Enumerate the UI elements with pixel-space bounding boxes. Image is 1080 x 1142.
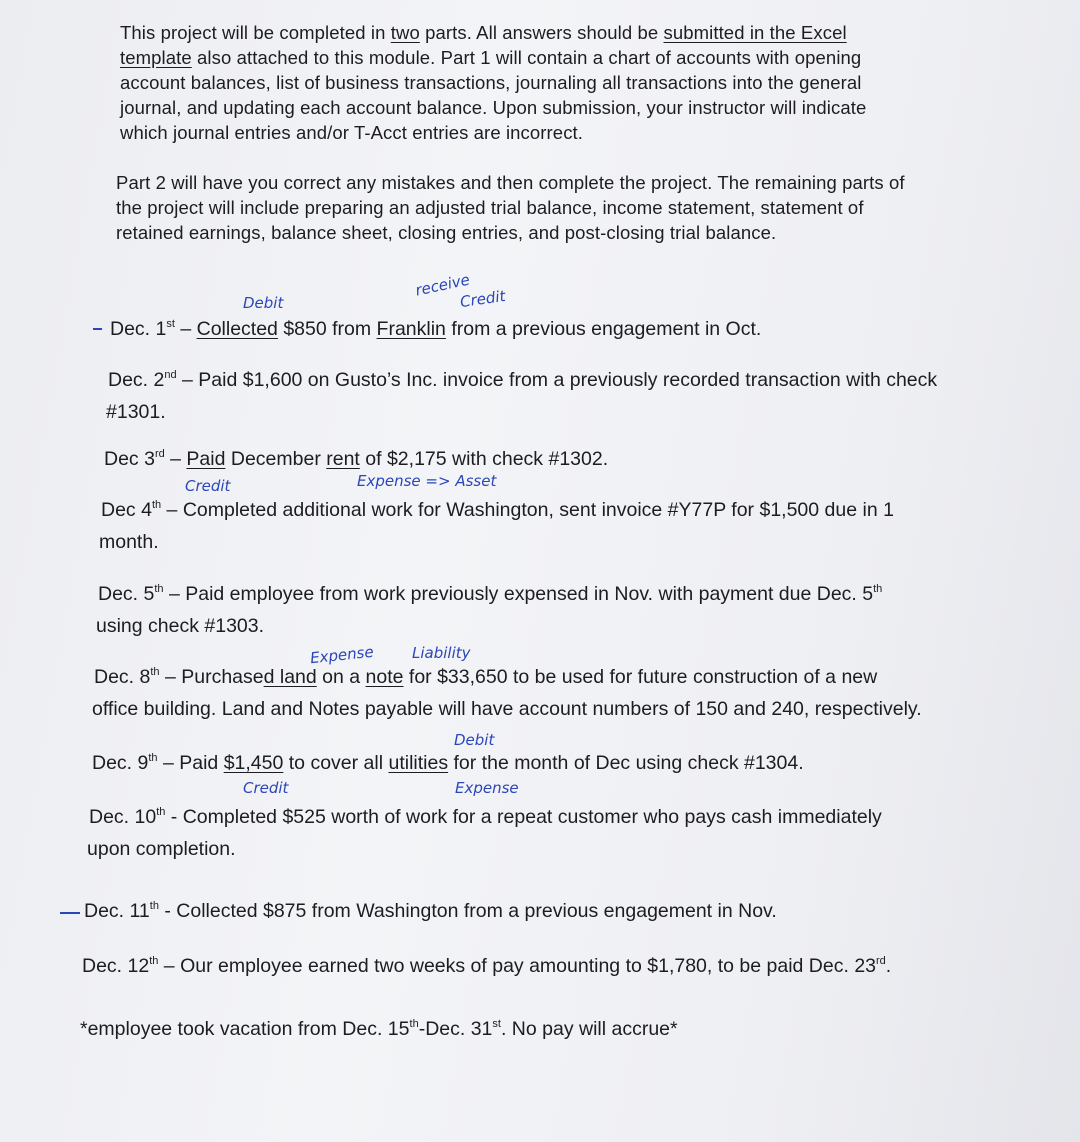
ordinal-suffix: th (149, 900, 159, 912)
ordinal-suffix: th (154, 583, 164, 595)
ordinal-suffix: st (492, 1018, 501, 1030)
intro-line: the project will include preparing an adjusted trial balance, income statement, statement of (116, 197, 864, 218)
transaction-line-continued: #1301. (106, 401, 166, 423)
underlined-text: template (120, 47, 192, 68)
intro-line: retained earnings, balance sheet, closing entries, and post-closing trial balance. (116, 222, 777, 243)
underlined-text: Franklin (376, 318, 446, 340)
footnote: *employee took vacation from Dec. 15th-Dec. 31st. No pay will accrue* (80, 1018, 678, 1040)
underlined-text: rent (326, 448, 360, 470)
ordinal-suffix: rd (154, 448, 165, 460)
annotation-liability: Liability (412, 644, 471, 662)
underlined-text: $1,450 (223, 752, 284, 774)
transaction-line: Dec. 1st – Collected $850 from Franklin from a previous engagement in Oct. (110, 318, 762, 340)
ordinal-suffix: nd (164, 369, 177, 381)
ordinal-suffix: th (151, 499, 162, 511)
transaction-line: Dec. 11th - Collected $875 from Washington from a previous engagement in Nov. (84, 900, 777, 922)
intro-line: template also attached to this module. Part 1 will contain a chart of accounts with opening (120, 47, 862, 68)
underlined-text: d land (263, 666, 317, 688)
intro-line: This project will be completed in two parts. All answers should be submitted in the Excel (120, 22, 847, 43)
intro-line: Part 2 will have you correct any mistakes and then complete the project. The remaining parts of (116, 172, 905, 193)
ordinal-suffix: st (166, 318, 175, 330)
ordinal-suffix: rd (876, 955, 886, 967)
underlined-text: Collected (196, 318, 278, 340)
transaction-line: Dec 4th – Completed additional work for Washington, sent invoice #Y77P for $1,500 due in 1 (101, 499, 894, 521)
annotation-credit-dec4: Credit (185, 477, 231, 495)
intro-paragraph-1 (120, 20, 866, 145)
ordinal-suffix: th (873, 583, 883, 595)
annotation-expense-dec8: Expense (309, 642, 375, 668)
underlined-text: submitted in the Excel (663, 22, 847, 43)
transaction-line-continued: office building. Land and Notes payable will have account numbers of 150 and 240, respectively. (92, 698, 922, 720)
transaction-line-continued: using check #1303. (96, 615, 265, 637)
ordinal-suffix: th (149, 955, 159, 967)
transaction-line: Dec. 10th - Completed $525 worth of work for a repeat customer who pays cash immediately (89, 806, 882, 828)
underlined-text: note (365, 666, 404, 688)
annotation-debit: Debit (243, 294, 284, 312)
annotation-expense-asset: Expense => Asset (357, 472, 497, 490)
underlined-text: two (390, 22, 420, 43)
annotation-receive: receive (413, 270, 472, 300)
ordinal-suffix: th (409, 1018, 419, 1030)
transaction-line: Dec 3rd – Paid December rent of $2,175 with check #1302. (104, 448, 609, 470)
intro-line: which journal entries and/or T-Acct entries are incorrect. (120, 122, 584, 143)
ordinal-suffix: th (150, 666, 160, 678)
underlined-text: utilities (388, 752, 449, 774)
intro-paragraph-2 (116, 170, 905, 245)
annotation-debit-dec9: Debit (454, 731, 495, 749)
transaction-line: Dec. 8th – Purchased land on a note for $33,650 to be used for future construction of a new (94, 666, 878, 688)
intro-line: journal, and updating each account balance. Upon submission, your instructor will indicate (120, 97, 867, 118)
transaction-line: Dec. 2nd – Paid $1,600 on Gusto’s Inc. invoice from a previously recorded transaction with check (108, 369, 938, 391)
transaction-line: Dec. 12th – Our employee earned two weeks of pay amounting to $1,780, to be paid Dec. 23rd. (82, 955, 892, 977)
annotation-expense-dec9: Expense (455, 779, 519, 797)
margin-dash-dec11 (60, 912, 80, 914)
underlined-text: Paid (186, 448, 226, 470)
ordinal-suffix: th (156, 806, 166, 818)
intro-line: account balances, list of business transactions, journaling all transactions into the general (120, 72, 862, 93)
margin-dash-dec1 (93, 328, 102, 330)
transaction-line-continued: upon completion. (87, 838, 236, 860)
transaction-line: Dec. 5th – Paid employee from work previously expensed in Nov. with payment due Dec. 5th (98, 583, 883, 605)
annotation-credit-dec9: Credit (243, 779, 289, 797)
transaction-line: Dec. 9th – Paid $1,450 to cover all utilities for the month of Dec using check #1304. (92, 752, 804, 774)
ordinal-suffix: th (148, 752, 158, 764)
annotation-credit: Credit (458, 286, 507, 312)
transaction-line-continued: month. (99, 531, 159, 553)
